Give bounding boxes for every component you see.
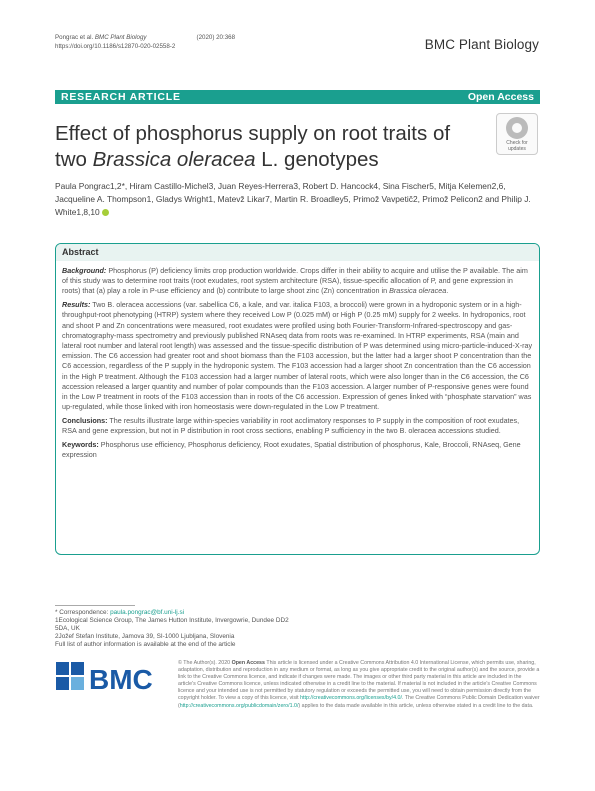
license-copyright: © The Author(s). 2020: [178, 660, 232, 666]
footnote-divider: [55, 605, 135, 606]
article-title: [55, 121, 475, 173]
affiliation-2: 2Jožef Stefan Institute, Jamova 39, SI-1000 Ljubljana, Slovenia: [55, 633, 235, 640]
check-updates-line2: updates: [508, 146, 526, 152]
orcid-icon[interactable]: [102, 209, 109, 216]
conclusions-label: Conclusions:: [62, 415, 108, 425]
check-updates-icon: [506, 117, 528, 139]
license-link-cc-by[interactable]: http://creativecommons.org/licenses/by/4.0/: [300, 695, 402, 702]
correspondence-block: [55, 605, 300, 649]
check-for-updates-button[interactable]: [496, 113, 538, 155]
background-species: Brassica oleracea: [389, 286, 447, 296]
results-label: Results:: [62, 300, 91, 310]
header-authors: Pongrac et al.: [55, 34, 94, 41]
license-body: This article is licensed under a Creative Commons Attribution 4.0 International License, which permits use, sharing, adaptation, distribution and reproduction in any medium or format, as long as you give appropriate credit to the original author(s) and the source, provide a link to the Creative Commons licence, and indicate if changes were made. The images or other third party material in this article are included in the article's Creative Commons licence, unless indicated otherwise in a credit line to the material. If material is not included in the article's Creative Commons licence and your intended use is not permitted by statutory regulation or exceeds the permitted use, you will need to obtain permission directly from the copyright holder. To view a copy of this licence, visit: [178, 660, 540, 702]
check-updates-line1: Check for: [506, 140, 528, 146]
keywords-label: Keywords:: [62, 439, 99, 449]
journal-name: BMC Plant Biology: [424, 37, 539, 52]
article-type-label: RESEARCH ARTICLE: [61, 91, 181, 103]
background-text: Phosphorus (P) deficiency limits crop production worldwide. Crops differ in their ability to acquire and utilise the P available. The aim of this study was to determine root traits (root exudates, root system architecture (RSA), tissue-specific allocation of P, and gene expression in roots) that (a) play a role in P-use efficiency and (b) contribute to large shoot zinc (Zn) concentration in: [62, 266, 528, 296]
abstract-body: [56, 261, 539, 469]
abstract-background: Background: Phosphorus (P) deficiency limits crop production worldwide. Crops differ in their ability to acquire and utilise the P available. The aim of this study was to determine root traits (root exudates, root system architecture (RSA), tissue-specific allocation of P, and gene expression in roots) that (a) play a role in P-use efficiency and (b) contribute to large shoot zinc (Zn) concentration in Brassica oleracea.: [62, 266, 528, 296]
running-header: [55, 33, 235, 51]
license-link-cc0[interactable]: http://creativecommons.org/publicdomain/zero/1.0/: [179, 702, 299, 709]
header-doi[interactable]: https://doi.org/10.1186/s12870-020-02558-2: [55, 43, 176, 50]
open-access-label: Open Access: [467, 91, 534, 103]
license-text: [178, 660, 540, 710]
conclusions-text: The results illustrate large within-species variability in root acclimatory responses to P supply in the composition of root exudates, RSA and gene expression, but not in P distribution in root cross sections, enabling P sufficiency in the two B. oleracea accessions studied.: [62, 415, 520, 436]
background-label: Background:: [62, 266, 107, 275]
abstract-box: [55, 243, 540, 555]
results-text: Two B. oleracea accessions (var. sabellica C6, a kale, and var. italica F103, a broccoli) were grown in a hydroponic system or in a high-throughput-root phenotyping (HTRP) system where they received Low P (0.025 mM) or High P (0.25 mM) supply for 2 weeks. In hydroponics, root and shoot P and Zn concentrations were measured, root exudates were profiled using both Fourier-Transform-Infrared-spectroscopy and gas-chromatography-mass spectrometry and previously published RNAseq data from roots was re-examined. In HTRP experiments, RSA (main and lateral root number and lateral root length) was assessed and the tissue-specific distribution of P was determined using micro-particle-induced-X-ray emission. The C6 accession had greater root and shoot biomass than the F103 accession, but the latter had a larger shoot P concentration than the C6 accession, regardless of the P supply in the hydroponic system. The F103 accession had a larger shoot Zn concentration than the C6 accession in the High P treatment. Although the F103 accession had a larger number of lateral roots, which were also longer than in the C6 accession, the C6 accession released a larger quantity and number of polar compounds than the F103 accession. A larger number of P-responsive genes were found in the Low P treatment in roots of the F103 accession than in roots of the C6 accession. Expression of genes linked with “phosphate starvation” was up-regulated, while those linked with iron homeostasis were down-regulated in the Low P treatment.: [62, 300, 533, 412]
abstract-heading: Abstract: [56, 244, 539, 261]
title-text-2: L. genotypes: [255, 148, 379, 171]
license-open-access: Open Access: [231, 660, 265, 666]
keywords-text: Phosphorus use efficiency, Phosphorus deficiency, Root exudates, Spatial distribution of phosphorus, Kale, Broccoli, RNAseq, Gene expression: [62, 439, 521, 459]
full-list-note: Full list of author information is available at the end of the article: [55, 641, 236, 648]
abstract-keywords: [62, 440, 533, 460]
bmc-logo-text: BMC: [89, 664, 153, 695]
license-body-2: . The Creative Commons Public Domain Dedication waiver (: [178, 695, 540, 709]
abstract-results: [62, 300, 533, 412]
author-list: [55, 180, 540, 219]
authors-text: Paula Pongrac1,2*, Hiram Castillo-Michel3, Juan Reyes-Herrera3, Robert D. Hancock4, Sina Fischer5, Mitja Kelemen2,6, Jacqueline A. Thompson1, Gladys Wright1, Matevž Likar7, Martin R. Broadley5, Primož Vavpetič2, Primož Pelicon2 and Philip J. White1,8,10: [55, 181, 531, 217]
bmc-logo: [56, 658, 166, 703]
header-volume: (2020) 20:368: [196, 34, 236, 41]
title-species: Brassica oleracea: [92, 148, 256, 171]
license-body-3: ) applies to the data made available in this article, unless otherwise stated in a credit line to the data.: [298, 702, 534, 709]
article-type-band: [55, 90, 540, 104]
title-text-1: Effect of phosphorus supply on root traits of two: [55, 122, 451, 171]
correspondence-label: * Correspondence:: [55, 609, 111, 616]
correspondence-email[interactable]: paula.pongrac@bf.uni-lj.si: [110, 609, 185, 616]
abstract-conclusions: [62, 416, 533, 436]
header-journal: BMC Plant Biology: [94, 34, 147, 41]
affiliation-1: 1Ecological Science Group, The James Hutton Institute, Invergowrie, Dundee DD2 5DA, UK: [55, 617, 289, 632]
